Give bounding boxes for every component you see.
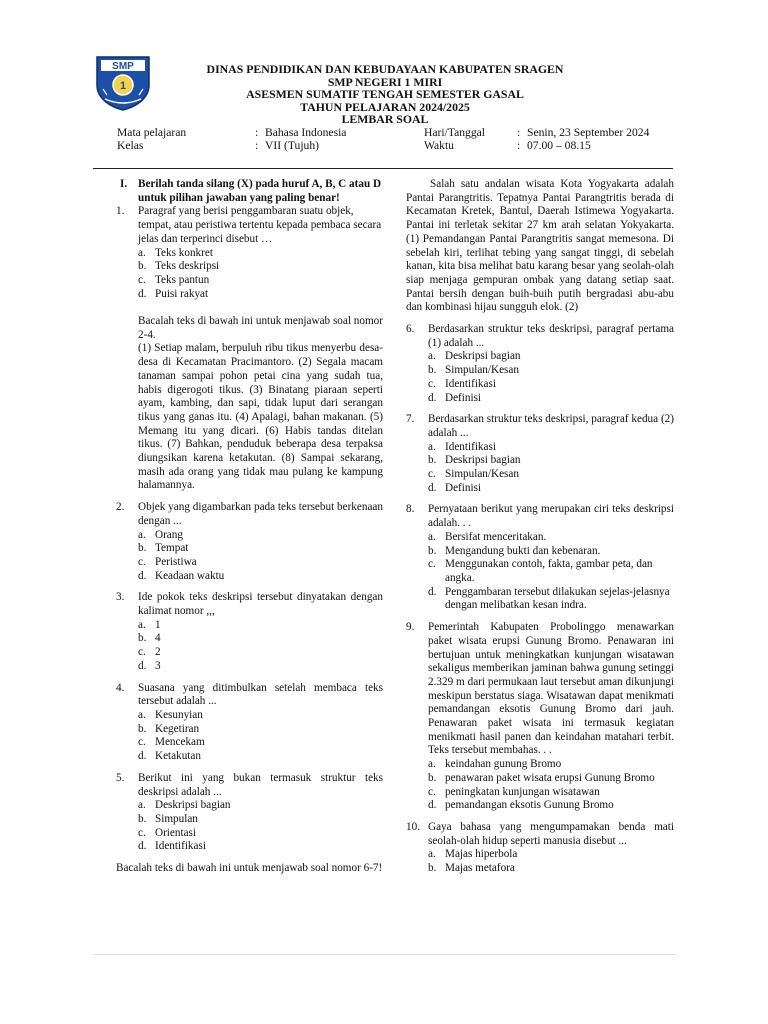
header-line-office: DINAS PENDIDIKAN DAN KEBUDAYAAN KABUPATEN SRAGEN: [206, 62, 564, 76]
option[interactable]: d. Penggambaran tersebut dilakukan sejelas-jelasnya dengan melibatkan kesan indra.: [428, 585, 670, 612]
option[interactable]: a. Deskripsi bagian: [138, 799, 231, 812]
option[interactable]: b. Simpulan/Kesan: [428, 364, 519, 377]
question-number: 6.: [406, 323, 415, 336]
section-title: [116, 178, 383, 205]
option[interactable]: a. Kesunyian: [138, 709, 203, 721]
meta-value: Senin, 23 September 2024: [527, 126, 650, 139]
option[interactable]: a. Deskripsi bagian: [428, 350, 521, 363]
option[interactable]: a. keindahan gunung Bromo: [428, 758, 562, 771]
meta-value: 07.00 – 08.15: [527, 139, 591, 153]
question-text: Suasana yang ditimbulkan setelah membaca teks tersebut adalah ...: [138, 681, 383, 708]
option[interactable]: c. Mencekam: [138, 736, 205, 749]
left-column: [116, 178, 383, 876]
question-text: Pemerintah Kabupaten Probolinggo menawarkan paket wisata erupsi Gunung Bromo. Penawaran ini bertujuan untuk meningkatkan kunjungan wisatawan sekaligus memberikan jaminan bahwa gunung setinggi 2.329 m dari permukaan laut tersebut aman dikunjungi meskipun berstatus siaga. Wisatawan dapat menikmati pemandangan eksotis Gunung Bromo dari jauh. Penawaran paket wisata ini termasuk kegiatan menikmati hasil panen dan keindahan matahari terbit. Teks tersebut membahas. . .: [428, 621, 674, 757]
logo-text: SMP: [112, 61, 134, 72]
option[interactable]: c. 2: [138, 646, 161, 659]
option[interactable]: b. Simpulan: [138, 812, 198, 825]
meta-colon: :: [255, 126, 259, 139]
options-q7: [428, 441, 674, 496]
question-text: Berdasarkan struktur teks deskripsi, paragraf kedua (2) adalah ...: [428, 413, 674, 439]
reading-passage: Salah satu andalan wisata Kota Yogyakarta adalah Pantai Parangtritis. Tepatnya Pantai Parangtritis berada di Kecamatan Kretek, Bantul, Daerah Istimewa Yogyakarta. Pantai ini terletak sekitar 27 km arah selatan Yokyakarta. (1) Pemandangan Pantai Parangtritis sangat memesona. Di sebelah kiri, terlihat tebing yang sangat tinggi, di sebelah kanan, kita bisa melihat batu karang besar yang seolah-olah siap menjaga gempuran ombak yang datang setiap saat. Pantai bersih dengan buih-buih putih bergradasi abu-abu dan kombinasi hijau sungguh elok. (2): [406, 178, 674, 314]
question-5: [116, 772, 383, 799]
question-text: Gaya bahasa yang mengumpamakan benda mati seolah-olah hidup seperti manusia disebut ...: [428, 820, 674, 847]
options-q10: [428, 848, 674, 875]
meta-label: Mata pelajaran: [117, 126, 187, 139]
options-q9: [428, 758, 674, 813]
question-text: Berdasarkan struktur teks deskripsi, paragraf pertama (1) adalah ...: [428, 323, 674, 349]
option[interactable]: c. Menggunakan contoh, fakta, gambar peta, dan angka.: [428, 558, 653, 584]
options-q1: [138, 247, 383, 302]
reading-instruction: Bacalah teks di bawah ini untuk menjawab soal nomor 2-4.: [138, 315, 383, 341]
question-9: [406, 621, 674, 758]
option[interactable]: b. Deskripsi bagian: [428, 454, 521, 467]
option[interactable]: a. 1: [138, 618, 161, 631]
question-text: Objek yang digambarkan pada teks tersebut berkenaan dengan ...: [138, 501, 383, 527]
header-line-school: SMP NEGERI 1 MIRI: [327, 74, 443, 89]
question-text: Paragraf yang berisi penggambaran suatu objek, tempat, atau peristiwa tertentu kepada pembaca secara jelas dan terperinci disebut …: [138, 205, 382, 245]
option[interactable]: b. Mengandung bukti dan kebenaran.: [428, 544, 601, 557]
option[interactable]: d. Puisi rakyat: [138, 287, 209, 300]
option[interactable]: c. Simpulan/Kesan: [428, 468, 519, 481]
option[interactable]: b. Tempat: [138, 542, 189, 555]
header-line-sheet: LEMBAR SOAL: [341, 112, 429, 127]
question-text: Ide pokok teks deskripsi tersebut dinyatakan dengan kalimat nomor ,,,: [138, 591, 383, 618]
meta-colon: :: [517, 139, 521, 153]
option[interactable]: c. Orientasi: [138, 826, 197, 839]
question-number: 5.: [116, 771, 125, 784]
school-logo: [95, 55, 151, 111]
document-header: [170, 63, 600, 126]
question-number: 8.: [406, 503, 415, 516]
option[interactable]: c. peningkatan kunjungan wisatawan: [428, 785, 600, 798]
question-2: [116, 501, 383, 528]
reading-passage: (1) Setiap malam, berpuluh ribu tikus menyerbu desa-desa di Kecamatan Pracimantoro. (2) Segala macam tanaman sampai pohon petai cina yang sudah tua, habis digerogoti tikus. (3) Binatang piaraan seperti ayam, kambing, dan sapi, tidak luput dari serangan tikus yang ganas itu. (4) Apalagi, bahan makanan. (5) Memang itu yang dicari. (6) Habis tandas ditelan tikus. (7) Bahkan, penduduk beberapa desa terpaksa diungsikan karena ketakutan. (8) Sampai sekarang, masih ada orang yang tidak mau pulang ke kampung halamannya.: [138, 342, 383, 492]
meta-label: Kelas: [117, 139, 144, 153]
option[interactable]: a. Identifikasi: [428, 440, 496, 453]
section-instruction: Berilah tanda silang (X) pada huruf A, B, C atau D untuk pilihan jawaban yang paling benar!: [138, 178, 382, 204]
option[interactable]: c. Teks pantun: [138, 273, 210, 286]
option[interactable]: a. Bersifat menceritakan.: [428, 530, 547, 543]
option[interactable]: a. Teks konkret: [138, 246, 213, 259]
question-1: [116, 205, 383, 246]
reading-instruction: Bacalah teks di bawah ini untuk menjawab soal nomor 6-7!: [116, 862, 383, 875]
option[interactable]: d. 3: [138, 659, 161, 672]
meta-label: Waktu: [424, 139, 454, 153]
question-4: [116, 682, 383, 709]
meta-colon: :: [517, 126, 521, 139]
option[interactable]: c. Identifikasi: [428, 377, 496, 390]
question-6: [406, 323, 674, 350]
question-text: Berikut ini yang bukan termasuk struktur teks deskripsi adalah ...: [138, 771, 383, 798]
meta-value: Bahasa Indonesia: [265, 126, 347, 139]
option[interactable]: a. Majas hiperbola: [428, 848, 518, 861]
option[interactable]: a. Orang: [138, 528, 183, 541]
question-3: [116, 591, 383, 618]
question-number: 10.: [406, 820, 420, 833]
option[interactable]: d. Ketakutan: [138, 750, 201, 763]
option[interactable]: d. Keadaan waktu: [138, 569, 225, 582]
option[interactable]: b. Teks deskripsi: [138, 260, 220, 273]
option[interactable]: d. pemandangan eksotis Gunung Bromo: [428, 799, 614, 812]
meta-label: Hari/Tanggal: [424, 126, 485, 139]
section-number: I.: [120, 178, 128, 190]
option[interactable]: c. Peristiwa: [138, 555, 197, 568]
options-q6: [428, 350, 674, 405]
question-7: [406, 413, 674, 440]
exam-meta: [117, 126, 677, 153]
meta-colon: :: [255, 139, 259, 153]
options-q3: [138, 619, 383, 674]
logo-number: 1: [119, 80, 127, 92]
options-q4: [138, 709, 383, 764]
question-number: 7.: [406, 413, 415, 426]
option[interactable]: b. Kegetiran: [138, 722, 200, 735]
option[interactable]: d. Definisi: [428, 481, 482, 494]
header-divider: [93, 168, 673, 169]
question-number: 3.: [116, 591, 125, 604]
question-number: 1.: [116, 205, 125, 218]
meta-row: [117, 139, 677, 152]
options-q5: [138, 799, 383, 854]
header-line-exam: ASESMEN SUMATIF TENGAH SEMESTER GASAL: [246, 87, 524, 102]
option[interactable]: b. Majas metafora: [428, 862, 515, 875]
options-q2: [138, 529, 383, 584]
question-10: [406, 821, 674, 848]
option[interactable]: b. 4: [138, 632, 161, 645]
question-number: 2.: [116, 501, 125, 514]
question-number: 9.: [406, 621, 415, 634]
option[interactable]: d. Definisi: [428, 391, 482, 404]
options-q8: [428, 531, 674, 613]
meta-value: VII (Tujuh): [265, 139, 320, 153]
right-column: [406, 178, 674, 876]
footer-divider: [93, 954, 676, 955]
question-number: 4.: [116, 681, 125, 694]
question-text: Pernyataan berikut yang merupakan ciri teks deskripsi adalah. . .: [428, 503, 674, 530]
meta-row: [117, 126, 677, 139]
header-line-year: TAHUN PELAJARAN 2024/2025: [300, 99, 470, 114]
question-8: [406, 503, 674, 530]
option[interactable]: b. penawaran paket wisata erupsi Gunung Bromo: [428, 771, 655, 784]
option[interactable]: d. Identifikasi: [138, 840, 206, 853]
